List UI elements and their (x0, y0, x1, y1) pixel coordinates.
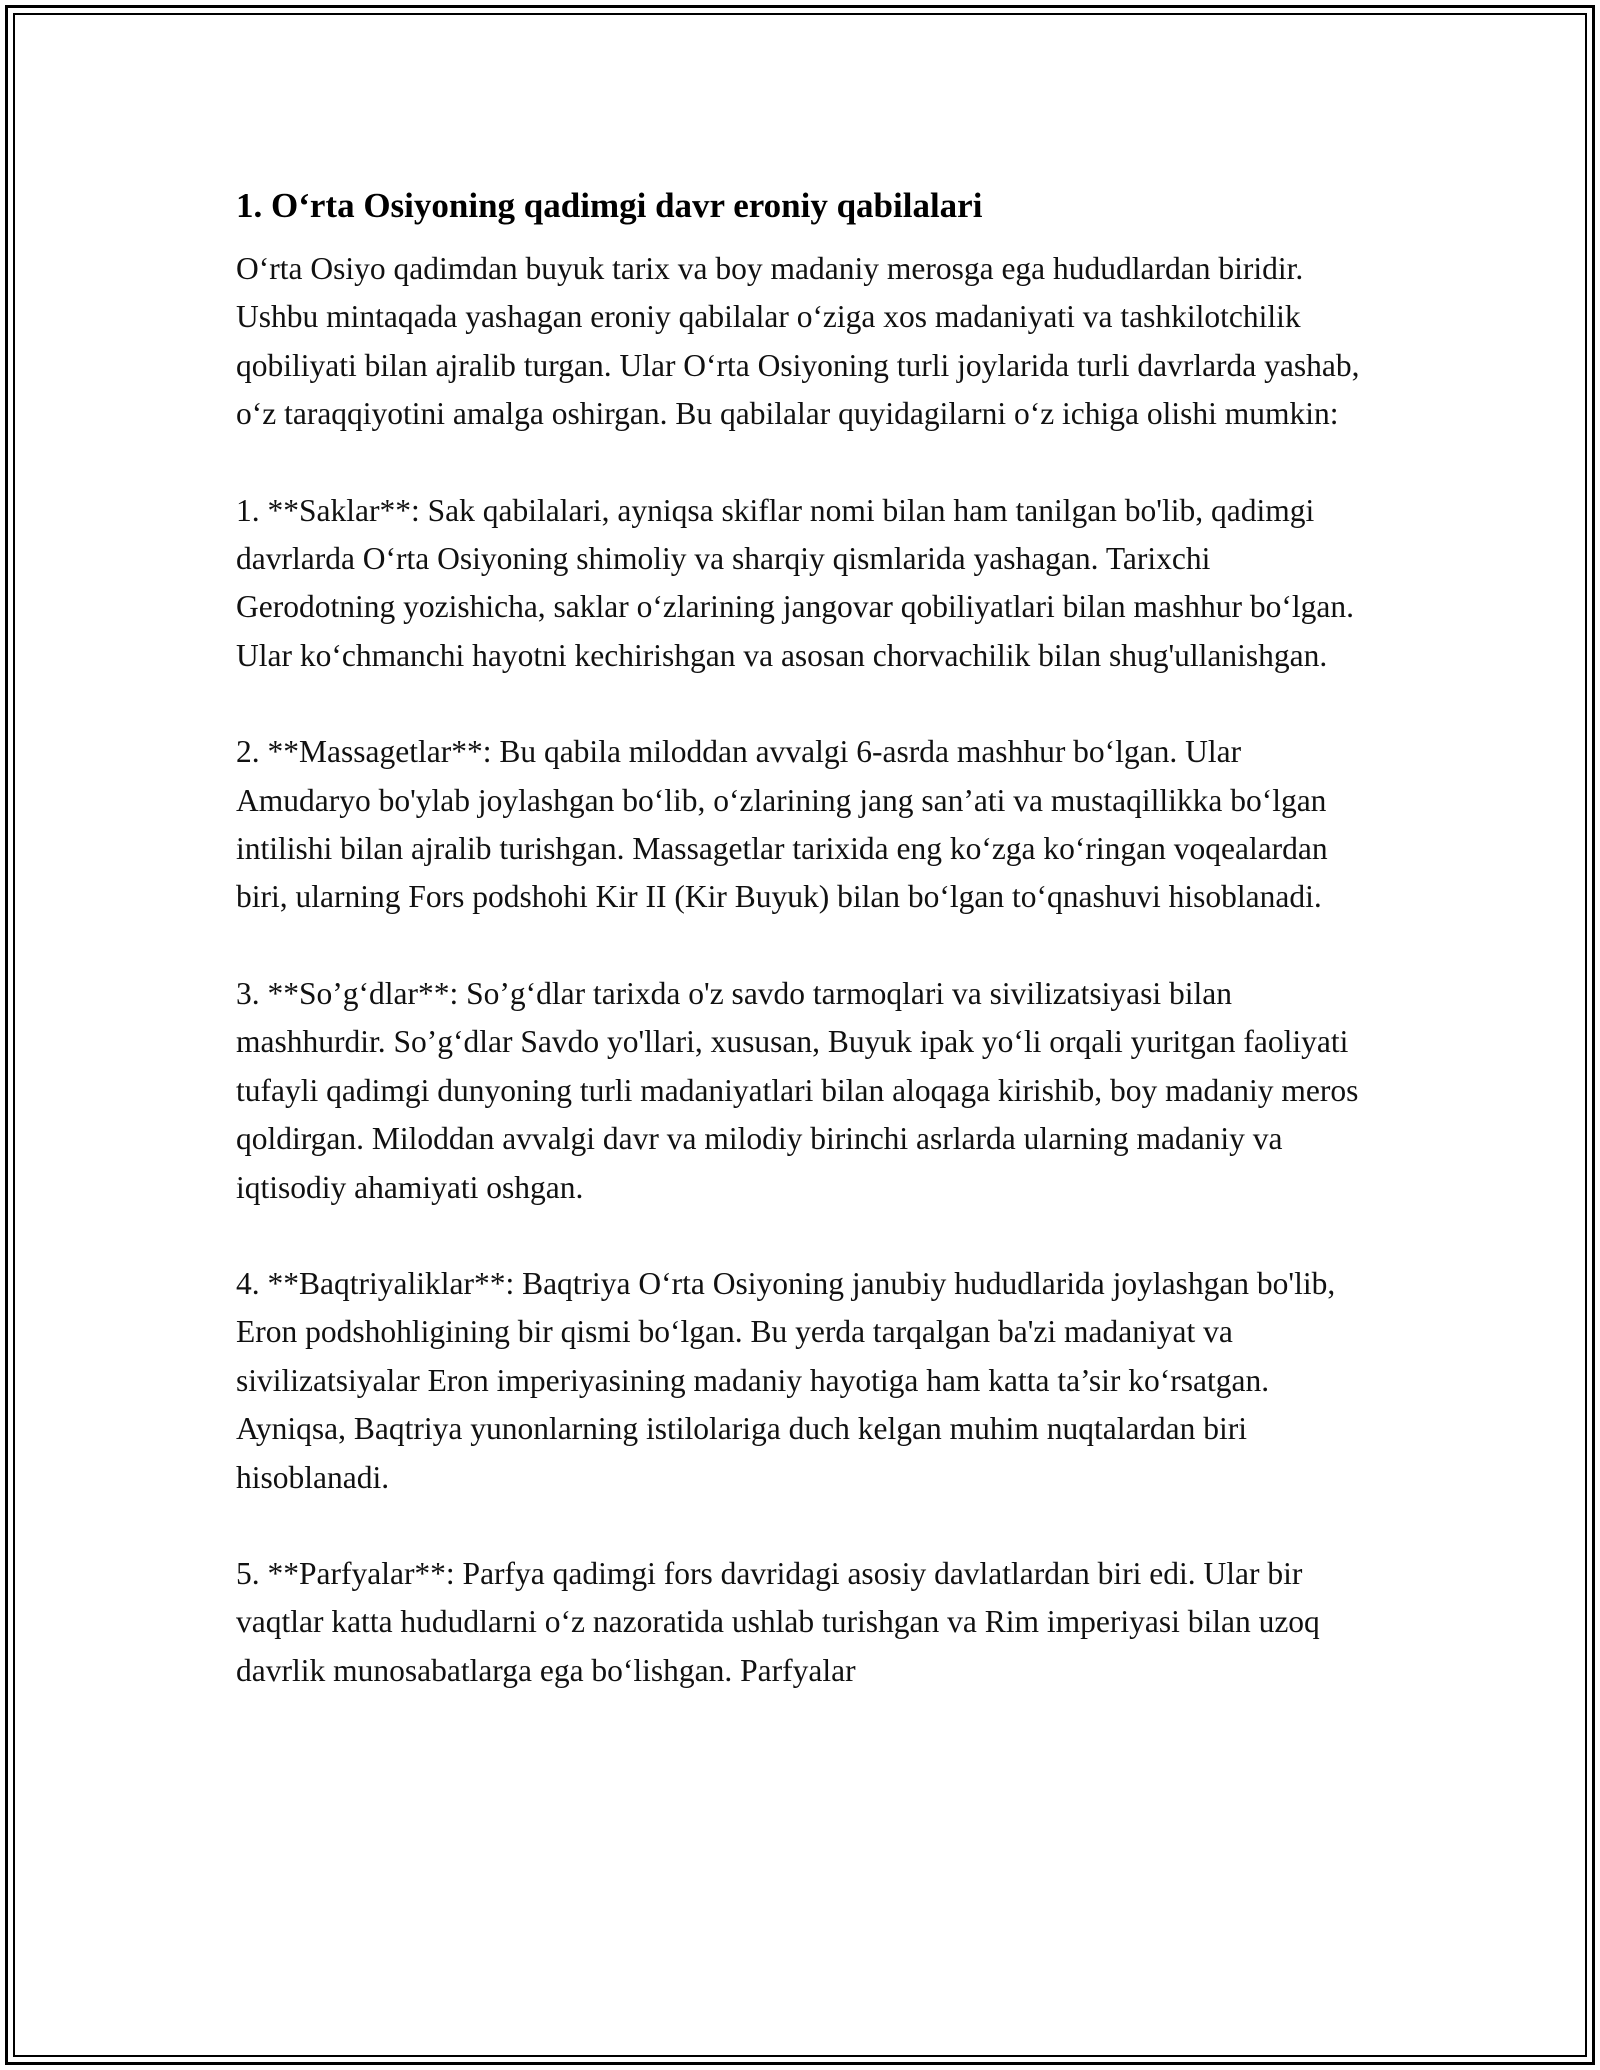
list-item-baqtriyaliklar: 4. **Baqtriyaliklar**: Baqtriya O‘rta Osiyoning janubiy hududlarida joylashgan bo'lib, Eron podshohligining bir qismi bo‘lgan. Bu yerda tarqalgan ba'zi madaniyat va sivilizatsiyalar Eron imperiyasining madaniy hayotiga ham katta ta’sir ko‘rsatgan. Ayniqsa, Baqtriya yunonlarning istilolariga duch kelgan muhim nuqtalardan biri hisoblanadi. (236, 1265, 1336, 1495)
section-heading: 1. O‘rta Osiyoning qadimgi davr eroniy qabilalari (236, 186, 983, 225)
list-item-parfyalar: 5. **Parfyalar**: Parfya qadimgi fors davridagi asosiy davlatlardan biri edi. Ular bir vaqtlar katta hududlarni o‘z nazoratida ushlab turishgan va Rim imperiyasi bilan uzoq davrlik munosabatlarga ega bo‘lishgan. Parfyalar (236, 1555, 1320, 1688)
list-item-sogdlar: 3. **So’g‘dlar**: So’g‘dlar tarixda o'z savdo tarmoqlari va sivilizatsiyasi bilan mashhurdir. So’g‘dlar Savdo yo'llari, xususan, Buyuk ipak yo‘li orqali yuritgan faoliyati tufayli qadimgi dunyoning turli madaniyatlari bilan aloqaga kirishib, boy madaniy meros qoldirgan. Miloddan avvalgi davr va milodiy birinchi asrlarda ularning madaniy va iqtisodiy ahamiyati oshgan. (236, 975, 1359, 1205)
list-item-saklar: 1. **Saklar**: Sak qabilalari, ayniqsa skiflar nomi bilan ham tanilgan bo'lib, qadimgi davrlarda O‘rta Osiyoning shimoliy va sharqiy qismlarida yashagan. Tarixchi Gerodotning yozishicha, saklar o‘zlarining jangovar qobiliyatlari bilan mashhur bo‘lgan. Ular ko‘chmanchi hayotni kechirishgan va asosan chorvachilik bilan shug'ullanishgan. (236, 492, 1354, 673)
intro-paragraph: O‘rta Osiyo qadimdan buyuk tarix va boy madaniy merosga ega hududlardan biridir. Ushbu mintaqada yashagan eroniy qabilalar o‘ziga xos madaniyati va tashkilotchilik qobiliyati bilan ajralib turgan. Ular O‘rta Osiyoning turli joylarida turli davrlarda yashab, o‘z taraqqiyotini amalga oshirgan. Bu qabilalar quyidagilarni o‘z ichiga olishi mumkin: (236, 251, 1360, 432)
document-body (236, 185, 1366, 1695)
list-item-massagetlar: 2. **Massagetlar**: Bu qabila miloddan avvalgi 6-asrda mashhur bo‘lgan. Ular Amudaryo bo'ylab joylashgan bo‘lib, o‘zlarining jang san’ati va mustaqillikka bo‘lgan intilishi bilan ajralib turishgan. Massagetlar tarixida eng ko‘zga ko‘ringan voqealardan biri, ularning Fors podshohi Kir II (Kir Buyuk) bilan bo‘lgan to‘qnashuvi hisoblanadi. (236, 734, 1328, 915)
